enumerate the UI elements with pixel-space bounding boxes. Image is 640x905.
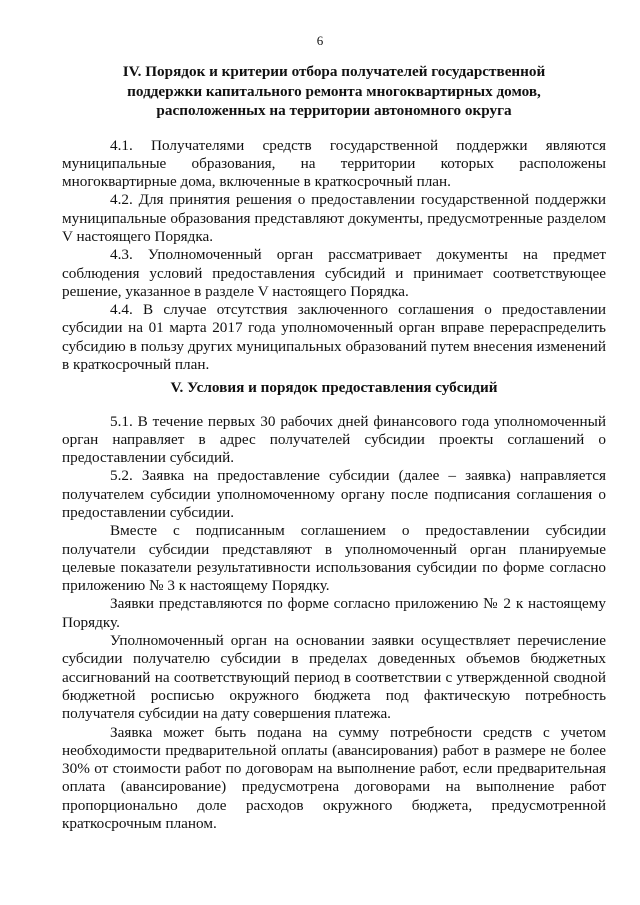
paragraph-5-2-advance-payment: Заявка может быть подана на сумму потребности средств с учетом необходимости предварительной оплаты (авансирования) работ в размере не более 30% от стоимости работ по договорам на выполнение работ, если предварительная оплата (авансирование) предусмотрена договорами на выполнение работ пропорционально доле расходов окружного бюджета, предусмотренной краткосрочным планом. bbox=[62, 723, 606, 833]
section-v bbox=[62, 378, 606, 833]
paragraph-4-3: 4.3. Уполномоченный орган рассматривает документы на предмет соблюдения условий предоставления субсидий и принимает соответствующее решение, указанное в разделе V настоящего Порядка. bbox=[62, 246, 606, 300]
paragraph-5-2-joint-submission: Вместе с подписанным соглашением о предоставлении субсидии получатели субсидии представляют в уполномоченный орган планируемые целевые показатели результативности использования субсидии по форме согласно приложению № 3 к настоящему Порядку. bbox=[62, 522, 606, 595]
paragraph-5-1: 5.1. В течение первых 30 рабочих дней финансового года уполномоченный орган направляет в адрес получателей субсидии проекты соглашений о предоставлении субсидий. bbox=[62, 412, 606, 467]
paragraph-4-2: 4.2. Для принятия решения о предоставлении государственной поддержки муниципальные образования представляют документы, предусмотренные разделом V настоящего Порядка. bbox=[62, 191, 606, 245]
paragraph-4-1: 4.1. Получателями средств государственной поддержки являются муниципальные образования, на территории которых расположены многоквартирные дома, включенные в краткосрочный план. bbox=[62, 136, 606, 191]
paragraph-5-2-application-form: Заявки представляются по форме согласно приложению № 2 к настоящему Порядку. bbox=[62, 595, 606, 631]
section-iv-heading-line-2: поддержки капитального ремонта многоквартирных домов, bbox=[127, 82, 541, 100]
section-iv bbox=[62, 62, 606, 374]
section-v-heading: V. Условия и порядок предоставления субсидий bbox=[170, 379, 498, 396]
paragraph-4-4: 4.4. В случае отсутствия заключенного соглашения о предоставлении субсидии на 01 марта 2017 года уполномоченный орган вправе перераспределить субсидию в пользу других муниципальных образований путем внесения изменений в краткосрочный план. bbox=[62, 301, 606, 374]
paragraph-5-2: 5.2. Заявка на предоставление субсидии (далее – заявка) направляется получателем субсидии уполномоченному органу после подписания соглашения о предоставлении субсидии. bbox=[62, 467, 606, 521]
paragraph-5-2-transfer: Уполномоченный орган на основании заявки осуществляет перечисление субсидии получателю субсидии в пределах доведенных объемов бюджетных ассигнований на соответствующий период в соответствии с утвержденной сводной бюджетной росписью окружного бюджета под фактическую потребность получателя субсидии на дату совершения платежа. bbox=[62, 632, 606, 723]
section-iv-heading-line-3: расположенных на территории автономного округа bbox=[156, 102, 512, 119]
section-iv-heading-line-1: IV. Порядок и критерии отбора получателей государственной bbox=[122, 63, 546, 80]
page-number: 6 bbox=[316, 33, 324, 48]
section-iv-heading bbox=[62, 62, 606, 121]
